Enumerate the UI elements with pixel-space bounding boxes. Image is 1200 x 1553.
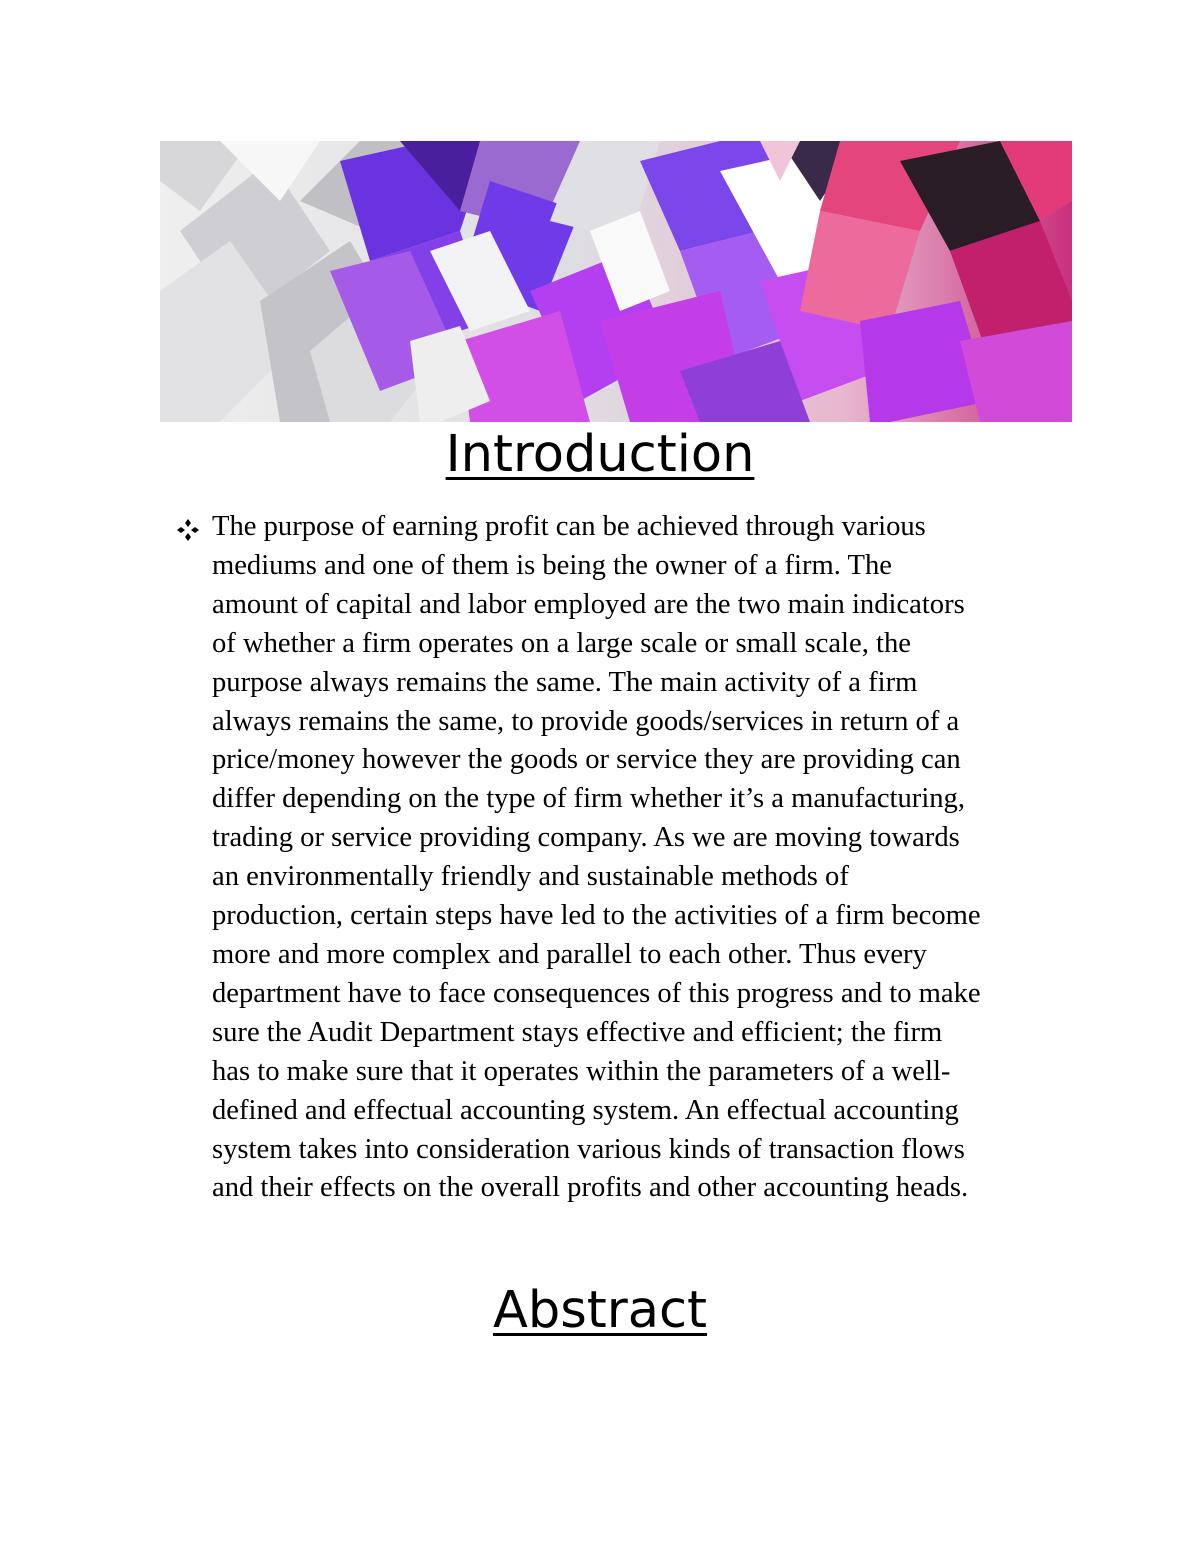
paragraph-line: an environmentally friendly and sustainable methods of [212, 861, 849, 893]
paragraph-line: price/money however the goods or service they are providing can [212, 744, 961, 776]
introduction-paragraph [212, 508, 1076, 1208]
paragraph-line: defined and effectual accounting system. An effectual accounting [212, 1094, 959, 1126]
header-banner-image [160, 141, 1072, 422]
abstract-heading: Abstract [492, 1281, 708, 1340]
paragraph-line: of whether a firm operates on a large scale or small scale, the [212, 627, 911, 659]
paragraph-line: department have to face consequences of this progress and to make [212, 977, 981, 1009]
paragraph-line: The purpose of earning profit can be achieved through various [212, 511, 926, 542]
paragraph-line: has to make sure that it operates within the parameters of a well- [212, 1055, 951, 1087]
introduction-heading: Introduction [445, 425, 755, 484]
paragraph-line: system takes into consideration various kinds of transaction flows [212, 1133, 965, 1165]
paragraph-line: amount of capital and labor employed are the two main indicators [212, 588, 965, 620]
paragraph-line: and their effects on the overall profits and other accounting heads. [212, 1172, 969, 1204]
paragraph-line: mediums and one of them is being the owner of a firm. The [212, 549, 892, 581]
paragraph-line: production, certain steps have led to the activities of a firm become [212, 900, 981, 932]
paragraph-line: more and more complex and parallel to each other. Thus every [212, 938, 927, 970]
geometric-cube-banner-graphic [160, 141, 1072, 422]
paragraph-line: purpose always remains the same. The main activity of a firm [212, 666, 918, 698]
paragraph-line: differ depending on the type of firm whether it’s a manufacturing, [212, 783, 966, 815]
paragraph-line: always remains the same, to provide goods/services in return of a [212, 705, 960, 737]
paragraph-line: sure the Audit Department stays effective and efficient; the firm [212, 1016, 943, 1048]
paragraph-line: trading or service providing company. As we are moving towards [212, 822, 960, 854]
four-diamond-bullet-icon [176, 518, 200, 542]
